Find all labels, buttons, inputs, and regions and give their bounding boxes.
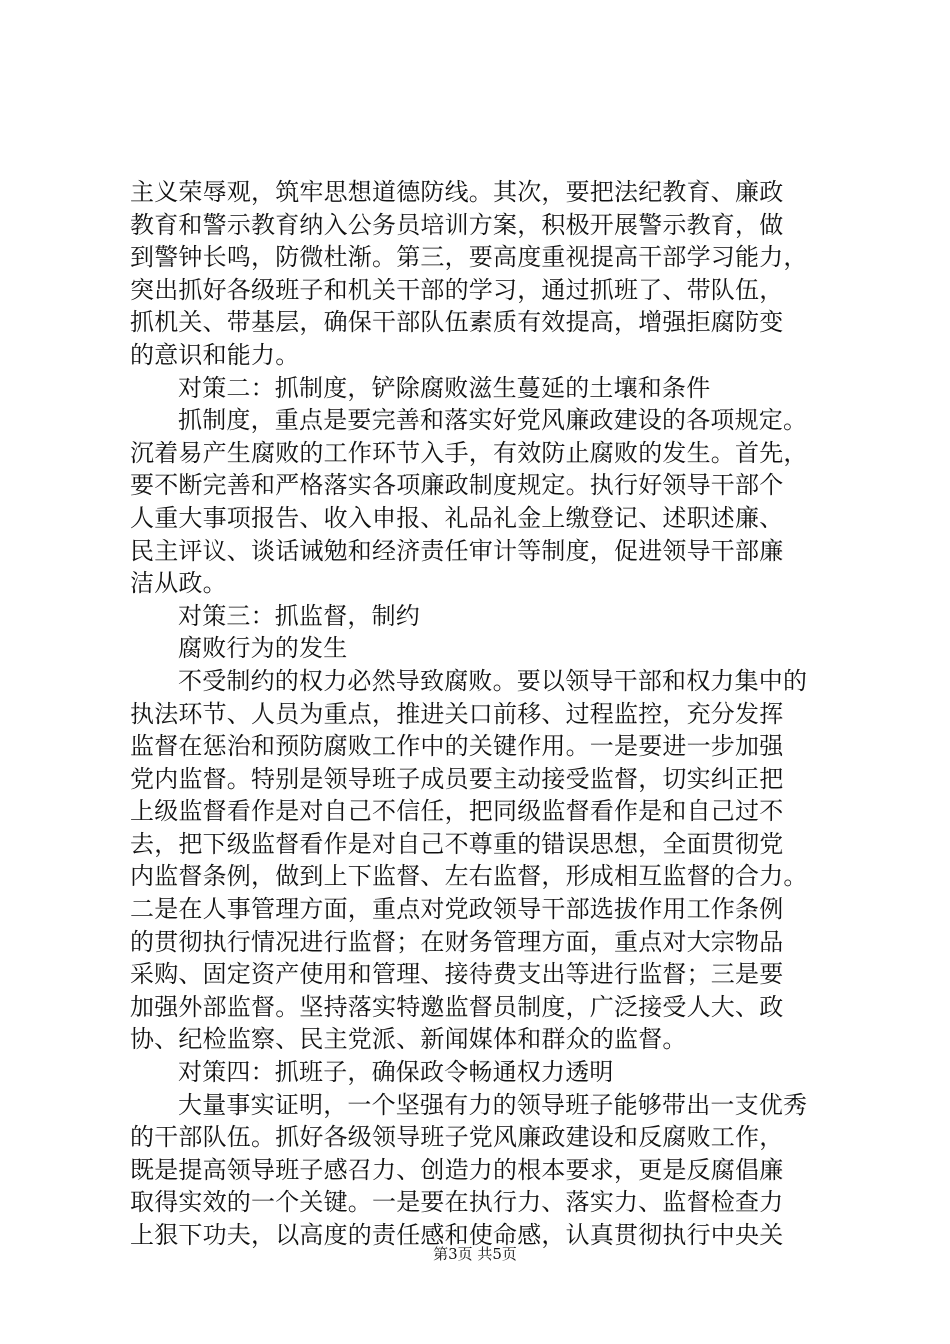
text-line: 大量事实证明，一个坚强有力的领导班子能够带出一支优秀 [178,1090,808,1119]
text-line: 对策四：抓班子，确保政令畅通权力透明 [178,1058,614,1087]
text-line: 到警钟长鸣，防微杜渐。第三，要高度重视提高干部学习能力， [130,243,808,272]
text-line: 对策三：抓监督，制约 [178,601,420,630]
text-line: 主义荣辱观，筑牢思想道德防线。其次，要把法纪教育、廉政 [130,178,784,206]
text-line: 二是在人事管理方面，重点对党政领导干部选拔作用工作条例 [130,895,784,924]
text-line: 突出抓好各级班子和机关干部的学习，通过抓班了、带队伍， [130,275,784,304]
text-line: 协、纪检监察、民主党派、新闻媒体和群众的监督。 [130,1025,687,1054]
text-line: 沉着易产生腐败的工作环节入手，有效防止腐败的发生。首先， [130,438,808,467]
text-line: 的意识和能力。 [130,340,300,369]
text-line: 教育和警示教育纳入公务员培训方案，积极开展警示教育，做 [130,210,784,239]
text-line: 的贯彻执行情况进行监督；在财务管理方面，重点对大宗物品 [130,927,784,956]
text-line: 洁从政。 [130,569,227,598]
text-line: 对策二：抓制度，铲除腐败滋生蔓延的土壤和条件 [178,373,711,402]
text-line: 不受制约的权力必然导致腐败。要以领导干部和权力集中的 [178,666,808,695]
text-line: 党内监督。特别是领导班子成员要主动接受监督，切实纠正把 [130,764,784,793]
text-line: 抓机关、带基层，确保干部队伍素质有效提高，增强拒腐防变 [130,308,784,337]
text-line: 腐败行为的发生 [178,634,348,663]
text-line: 人重大事项报告、收入申报、礼品礼金上缴登记、述职述廉、 [130,503,784,532]
text-line: 加强外部监督。坚持落实特邀监督员制度，广泛接受人大、政 [130,992,784,1021]
text-line: 上级监督看作是对自己不信任，把同级监督看作是和自己过不 [130,797,784,826]
text-line: 既是提高领导班子感召力、创造力的根本要求，更是反腐倡廉 [130,1155,784,1184]
text-line: 的干部队伍。抓好各级领导班子党风廉政建设和反腐败工作， [130,1123,784,1152]
text-line: 执法环节、人员为重点，推进关口前移、过程监控，充分发挥 [130,699,784,728]
page-number-footer: 第3页 共5页 [433,1245,517,1263]
text-line: 取得实效的一个关键。一是要在执行力、落实力、监督检查力 [130,1188,784,1217]
text-line: 抓制度，重点是要完善和落实好党风廉政建设的各项规定。 [178,406,808,435]
text-line: 采购、固定资产使用和管理、接待费支出等进行监督；三是要 [130,960,784,989]
text-line: 内监督条例，做到上下监督、左右监督，形成相互监督的合力。 [130,862,808,891]
text-line: 要不断完善和严格落实各项廉政制度规定。执行好领导干部个 [130,471,784,500]
text-line: 去，把下级监督看作是对自己不尊重的错误思想，全面贯彻党 [130,829,784,858]
text-line: 上狠下功夫，以高度的责任感和使命感，认真贯彻执行中央关 [130,1221,784,1249]
text-line: 监督在惩治和预防腐败工作中的关键作用。一是要进一步加强 [130,732,784,761]
document-body [130,176,842,1252]
text-line: 民主评议、谈话诫勉和经济责任审计等制度，促进领导干部廉 [130,536,784,565]
